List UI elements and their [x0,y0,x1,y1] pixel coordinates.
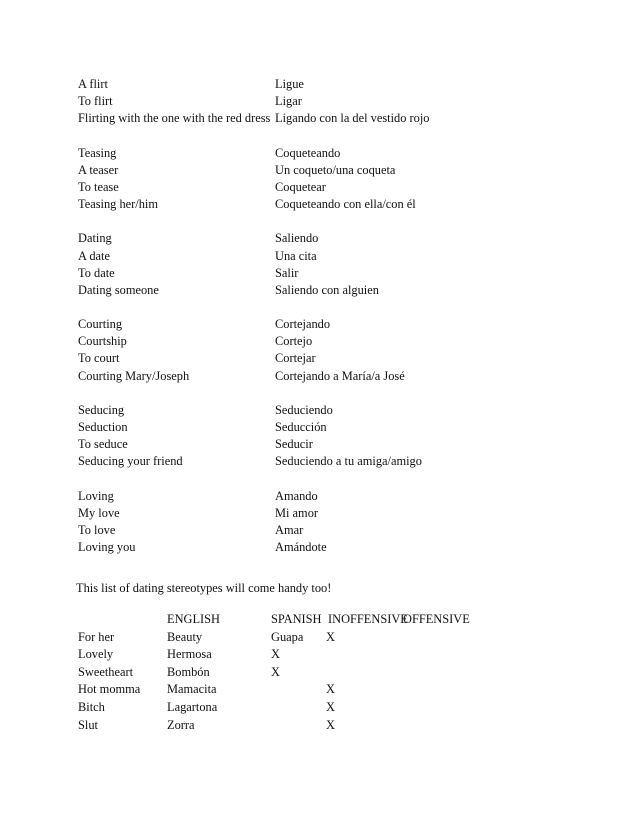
english-term: Flirting with the one with the red dress [78,111,271,126]
term-cell: Hot momma [78,682,141,697]
spanish-cell: Guapa [271,629,304,644]
vocab-row [78,368,598,385]
vocab-group-flirt [78,76,598,128]
vocab-group-date [78,230,598,299]
vocab-row [78,93,598,110]
header-english: ENGLISH [167,612,220,626]
spanish-term: Cortejar [275,351,316,366]
english-term: Courting Mary/Joseph [78,368,190,383]
inoffensive-cell: X [326,629,335,644]
english-term: To date [78,265,115,280]
table-row [78,629,598,647]
spanish-term: Seduciendo a tu amiga/amigo [275,454,422,469]
vocab-row [78,522,598,539]
spanish-cell: X [271,664,280,679]
spanish-term: Cortejando a María/a José [275,368,405,383]
vocab-row [78,488,598,505]
table-row [78,646,598,664]
vocab-row [78,110,598,127]
english-term: Teasing her/him [78,197,158,212]
vocab-row [78,196,598,213]
vocab-group-court [78,316,598,385]
english-cell: Lagartona [167,699,218,714]
english-term: Courting [78,317,123,332]
vocab-row [78,145,598,162]
vocab-row [78,265,598,282]
english-cell: Zorra [167,717,195,732]
spanish-term: Una cita [275,248,317,263]
spanish-term: Amar [275,522,304,537]
vocab-row [78,350,598,367]
spanish-term: Ligue [275,77,304,91]
offensive-cell: X [326,699,335,714]
table-header-row [78,611,598,629]
spanish-term: Un coqueto/una coqueta [275,162,396,177]
spanish-term: Coqueteando [275,145,341,160]
stereotypes-table [78,611,598,734]
vocab-row [78,316,598,333]
spanish-term: Saliendo con alguien [275,282,379,297]
vocab-row [78,419,598,436]
spanish-term: Saliendo [275,231,319,246]
english-cell: Beauty [167,629,203,644]
vocab-row [78,402,598,419]
english-term: Teasing [78,145,117,160]
english-term: To seduce [78,437,128,452]
english-term: Seduction [78,420,128,434]
vocab-group-seduce [78,402,598,471]
vocab-row [78,333,598,350]
english-term: To tease [78,179,119,194]
term-cell: Slut [78,717,98,732]
spanish-term: Mi amor [275,505,319,520]
vocab-row [78,453,598,470]
vocab-row [78,539,598,556]
english-term: To love [78,522,116,537]
english-term: A flirt [78,77,108,91]
vocabulary-list [78,76,598,573]
table-row [78,699,598,717]
english-term: To flirt [78,94,113,109]
vocab-row [78,248,598,265]
spanish-term: Cortejo [275,334,313,349]
term-cell: Bitch [78,699,105,714]
english-cell: Bombón [167,664,210,679]
spanish-term: Seducción [275,420,327,434]
stereotypes-intro-note: This list of dating stereotypes will come handy too! [76,581,332,595]
vocab-row [78,162,598,179]
english-term: Seducing your friend [78,454,183,469]
spanish-term: Ligar [275,94,302,109]
spanish-term: Coquetear [275,179,326,194]
spanish-term: Seduciendo [275,402,333,417]
english-term: Loving you [78,540,136,555]
spanish-term: Seducir [275,437,313,452]
header-inoffensive: INOFFENSIVE [328,612,408,626]
table-row [78,717,598,735]
vocab-row [78,179,598,196]
vocab-row [78,505,598,522]
spanish-term: Amando [275,488,318,503]
vocab-row [78,230,598,247]
term-cell: For her [78,629,115,644]
english-term: A date [78,248,110,263]
english-term: A teaser [78,162,119,177]
english-term: To court [78,351,120,366]
spanish-term: Coqueteando con ella/con él [275,197,416,212]
english-term: Courtship [78,334,127,349]
offensive-cell: X [326,717,335,732]
english-cell: Hermosa [167,647,212,662]
term-cell: Sweetheart [78,664,134,679]
header-spanish: SPANISH [271,612,322,626]
table-row [78,664,598,682]
english-term: Loving [78,488,114,503]
vocab-row [78,436,598,453]
spanish-cell: X [271,647,280,662]
spanish-term: Ligando con la del vestido rojo [275,111,430,126]
vocab-row [78,282,598,299]
english-term: Dating [78,231,112,246]
english-term: Dating someone [78,282,159,297]
spanish-term: Cortejando [275,317,331,332]
english-cell: Mamacita [167,682,217,697]
table-row [78,681,598,699]
offensive-cell: X [326,682,335,697]
english-term: My love [78,505,120,520]
vocab-group-love [78,488,598,557]
spanish-term: Amándote [275,540,327,555]
header-offensive: OFFENSIVE [403,612,470,626]
spanish-term: Salir [275,265,299,280]
vocab-row [78,76,598,93]
english-term: Seducing [78,402,125,417]
vocab-group-tease [78,145,598,214]
term-cell: Lovely [78,647,114,662]
